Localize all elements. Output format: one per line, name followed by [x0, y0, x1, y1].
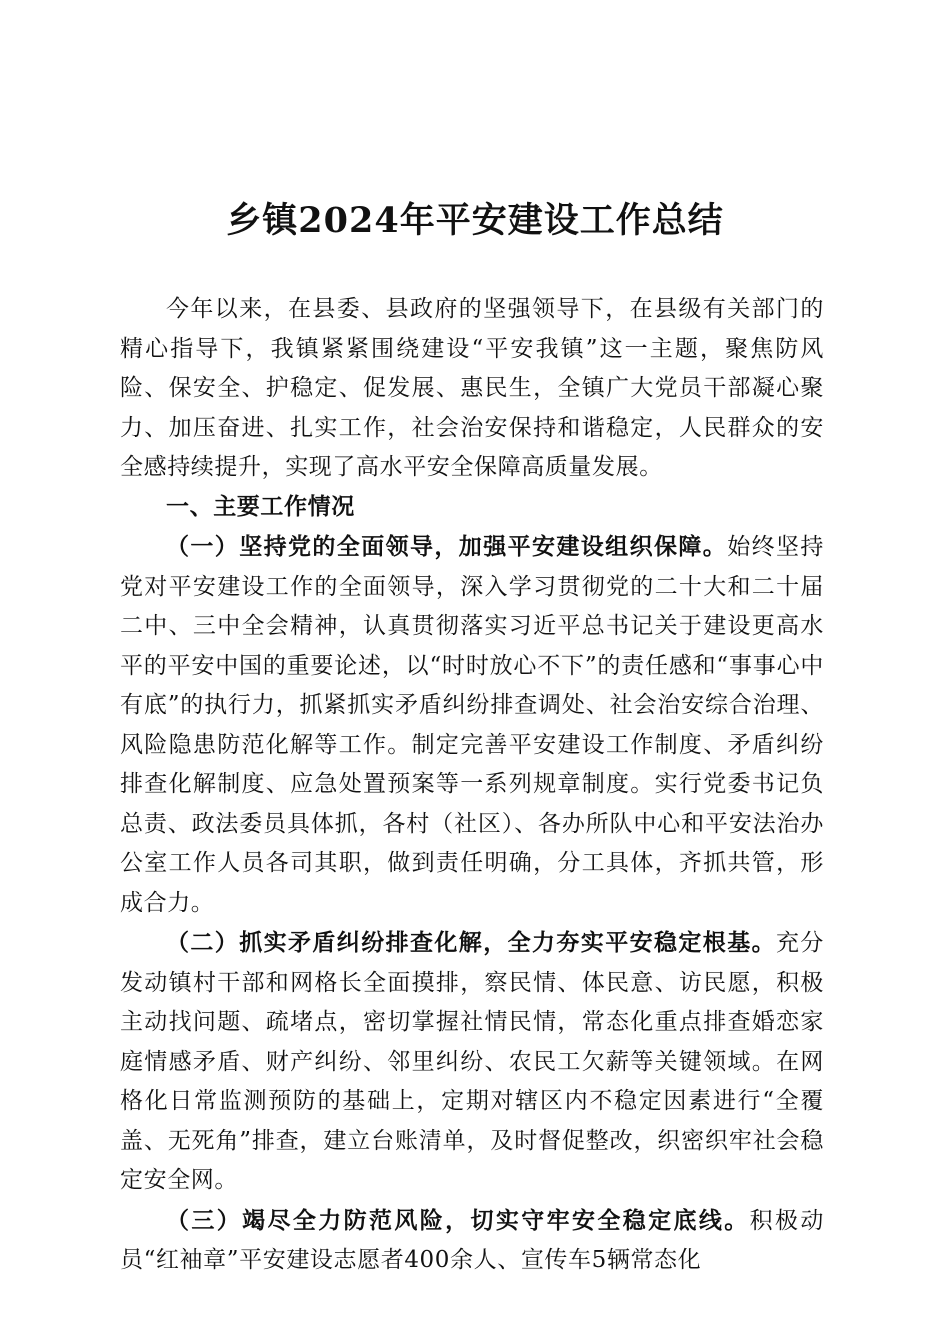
subsection-3-paragraph — [120, 1201, 824, 1281]
subsection-1-text: 始终坚持党对平安建设工作的全面领导，深入学习贯彻党的二十大和二十届二中、三中全会精神，认真贯彻落实习近平总书记关于建设更高水平的平安中国的重要论述，以“时时放心不下”的责任感和“事事心中有底”的执行力，抓紧抓实矛盾纠纷排查调处、社会治安综合治理、风险隐患防范化解等工作。制定完善平安建设工作制度、矛盾纠纷排查化解制度、应急处置预案等一系列规章制度。实行党委书记负总责、政法委员具体抓，各村（社区）、各办所队中心和平安法治办公室工作人员各司其职，做到责任明确，分工具体，齐抓共管，形成合力。 — [120, 534, 824, 916]
section-heading-main-work: 一、主要工作情况 — [166, 493, 355, 520]
subsection-2-paragraph — [120, 923, 824, 1201]
document-title: 乡镇2024年平安建设工作总结 — [226, 200, 724, 241]
subsection-3-lead: （三）竭尽全力防范风险，切实守牢安全稳定底线。 — [166, 1206, 750, 1234]
intro-paragraph: 今年以来，在县委、县政府的坚强领导下，在县级有关部门的精心指导下，我镇紧紧围绕建设“平安我镇”这一主题，聚焦防风险、保安全、护稳定、促发展、惠民生，全镇广大党员干部凝心聚力、加压奋进、扎实工作，社会治安保持和谐稳定，人民群众的安全感持续提升，实现了高水平安全保障高质量发展。 — [120, 296, 824, 480]
subsection-1-paragraph — [120, 527, 824, 923]
subsection-2-text: 充分发动镇村干部和网格长全面摸排，察民情、体民意、访民愿，积极主动找问题、疏堵点，密切掌握社情民情，常态化重点排查婚恋家庭情感矛盾、财产纠纷、邻里纠纷、农民工欠薪等关键领域。在网格化日常监测预防的基础上，定期对辖区内不稳定因素进行“全覆盖、无死角”排查，建立台账清单，及时督促整改，织密织牢社会稳定安全网。 — [120, 930, 825, 1193]
subsection-1-lead: （一）坚持党的全面领导，加强平安建设组织保障。 — [166, 533, 728, 560]
subsection-2-lead: （二）抓实矛盾纠纷排查化解，全力夯实平安稳定根基。 — [166, 929, 776, 956]
document-body — [120, 290, 824, 1281]
subsection-3-text: 积极动员“红袖章”平安建设志愿者400余人、宣传车5辆常态化 — [120, 1207, 824, 1273]
